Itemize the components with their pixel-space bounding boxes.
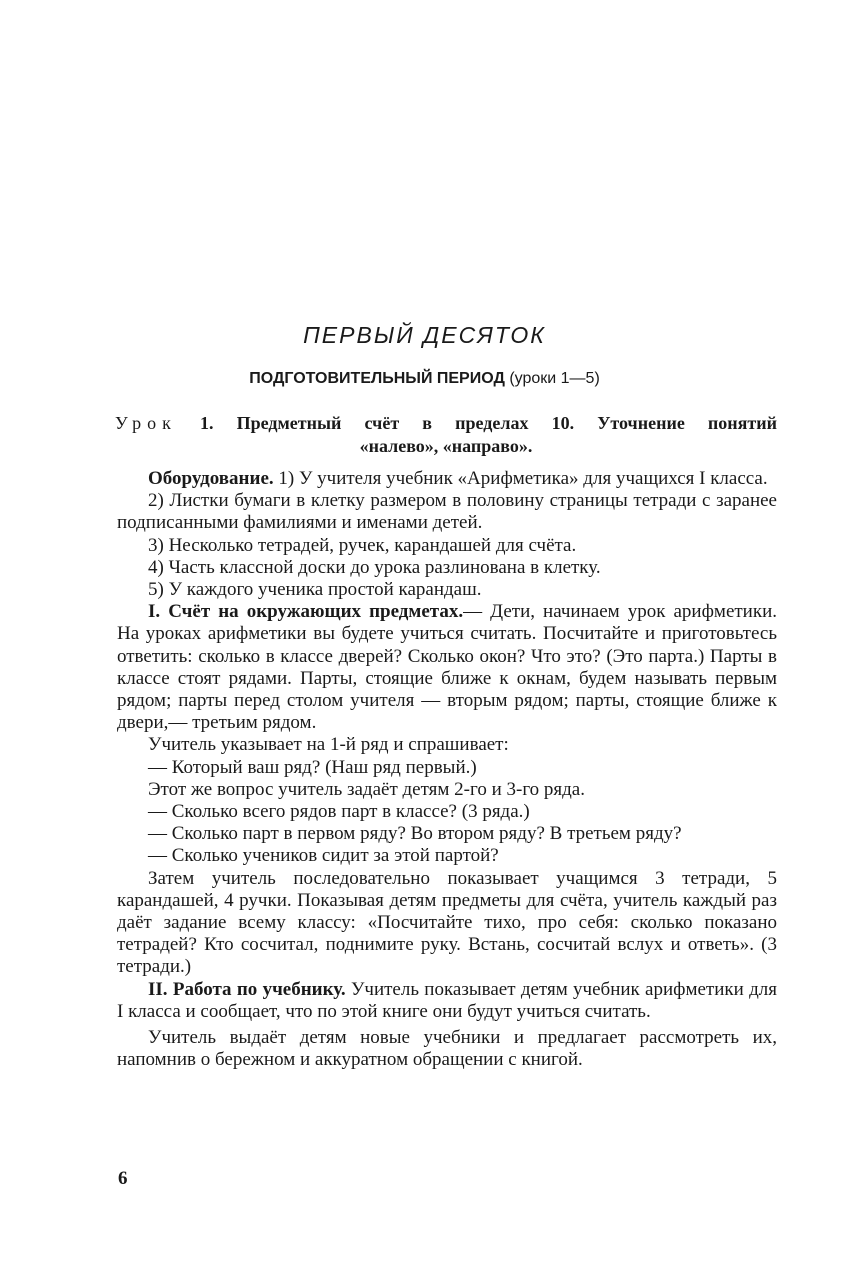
paragraph-text: 4) Часть классной доски до урока разлинована в клетку. [148, 556, 601, 578]
paragraph-text: Этот же вопрос учитель задаёт детям 2-го и 3-го ряда. [148, 778, 585, 800]
paragraph [117, 801, 777, 823]
paragraph-text: — Который ваш ряд? (Наш ряд первый.) [148, 756, 477, 778]
paragraph [117, 868, 777, 979]
paragraph-text: — Сколько парт в первом ряду? Во втором ряду? В третьем ряду? [148, 823, 682, 845]
page-number: 6 [118, 1168, 128, 1189]
lesson-heading [115, 412, 777, 458]
paragraph-text: 5) У каждого ученика простой карандаш. [148, 579, 482, 601]
paragraph [117, 779, 777, 801]
paragraph-bold: II. Работа по учебнику. [148, 978, 346, 1000]
lesson-title-line-2: «налево», «направо». [359, 436, 533, 456]
paragraph [117, 757, 777, 779]
lesson-label: Урок [115, 413, 177, 433]
paragraph-text: Учитель выдаёт детям новые учебники и предлагает рассмотреть их, напомнив о бережном и аккуратном обращении с книгой. [117, 1027, 777, 1071]
paragraph-text: 1) У учителя учебник «Арифметика» для учащихся I класса. [273, 468, 768, 489]
paragraph-bold: Оборудование. [148, 468, 274, 489]
paragraph [117, 579, 777, 601]
paragraph [117, 845, 777, 867]
paragraph-text: Затем учитель последовательно показывает учащимся 3 тетради, 5 карандашей, 4 ручки. Показывая детям предметы для счёта, учитель каждый раз даёт задание всему классу: «Посчитайте тихо, про себя: сколько показано тетрадей? Кто сосчитал, поднимите руку. Встань, сосчитай вслух и ответь». (3 тетради.) [117, 867, 777, 978]
paragraph [117, 490, 777, 534]
paragraph [117, 823, 777, 845]
paragraph-bold: I. Счёт на окружающих предметах. [148, 601, 464, 623]
paragraph [117, 601, 777, 734]
paragraph [117, 535, 777, 557]
section-title-text: ПОДГОТОВИТЕЛЬНЫЙ ПЕРИОД [249, 370, 505, 387]
paragraph [117, 979, 777, 1023]
lesson-title-line-1: 1. Предметный счёт в пределах 10. Уточнение понятий [200, 413, 777, 433]
chapter-title: ПЕРВЫЙ ДЕСЯТОК [303, 322, 546, 348]
paragraph [117, 1027, 777, 1071]
paragraph-text: Учитель указывает на 1-й ряд и спрашивает: [148, 734, 509, 756]
paragraph-text: — Дети, начинаем урок арифметики. На уроках арифметики вы будете учиться считать. Посчитайте и приготовьтесь ответить: сколько в классе дверей? Сколько окон? Что это? (Это парта.) Парты в классе стоят рядами. Парты, стоящие ближе к окнам, будем называть первым рядом; парты перед столом учителя — вторым рядом; парты, стоящие ближе к двери,— третьим рядом. [117, 601, 777, 734]
paragraph-text: Учитель показывает детям учебник арифметики для I класса и сообщает, что по этой книге они будут учиться считать. [117, 978, 777, 1022]
section-subtitle: (уроки 1—5) [509, 370, 600, 387]
paragraph-text: 3) Несколько тетрадей, ручек, карандашей для счёта. [148, 534, 577, 556]
paragraph-text: — Сколько всего рядов парт в классе? (3 ряда.) [148, 801, 530, 823]
paragraph-text: 2) Листки бумаги в клетку размером в половину страницы тетради с заранее подписанными фамилиями и именами детей. [117, 490, 777, 534]
body-text [117, 468, 777, 1071]
paragraph [117, 734, 777, 756]
paragraph-text: — Сколько учеников сидит за этой партой? [148, 845, 499, 867]
section-title [0, 370, 849, 388]
paragraph [117, 557, 777, 579]
paragraph [117, 468, 777, 490]
lesson-heading-line-1 [115, 412, 777, 435]
